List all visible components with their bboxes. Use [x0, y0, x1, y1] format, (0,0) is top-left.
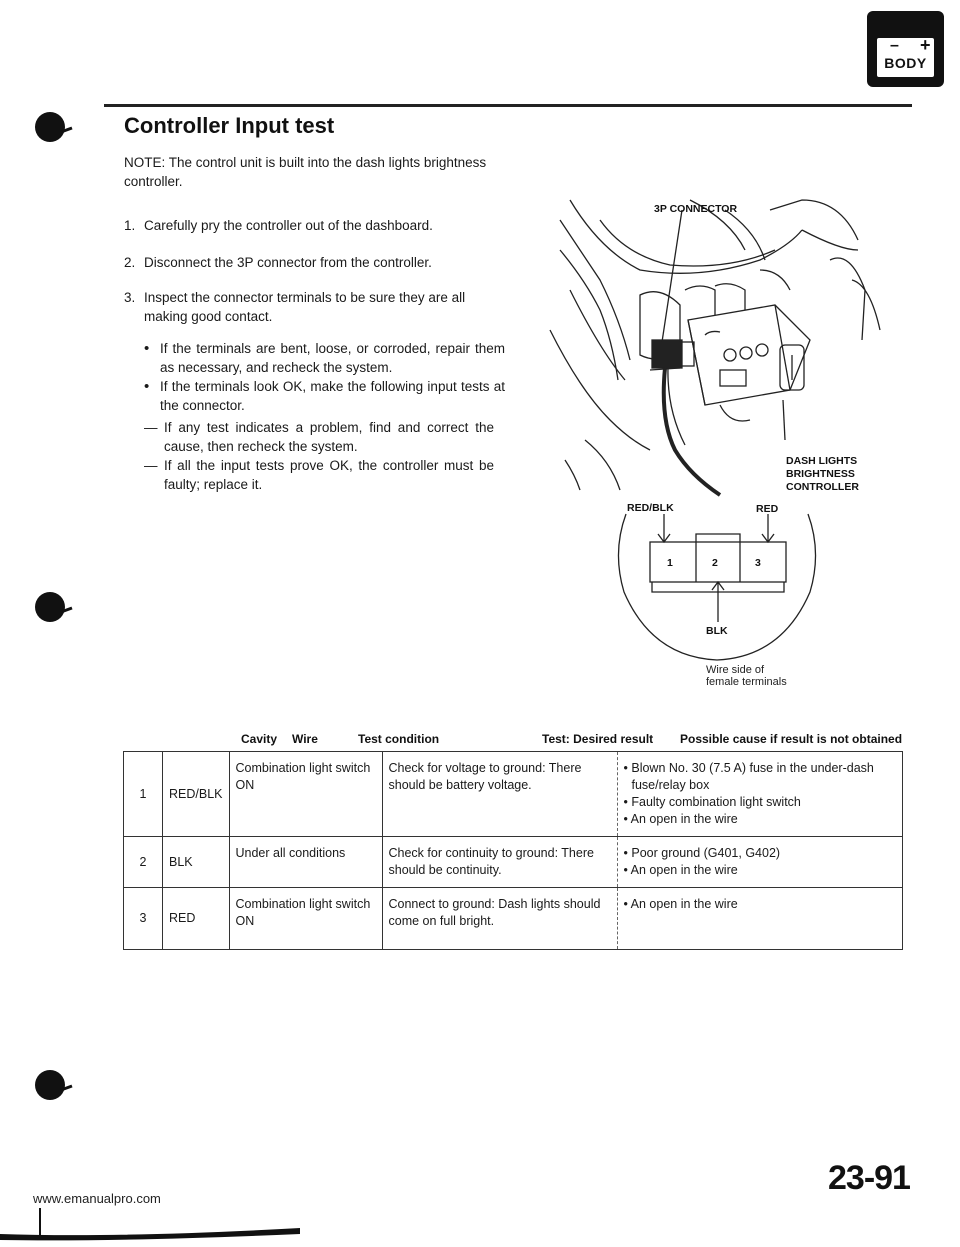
result-cell: Check for voltage to ground: There should be battery voltage. — [382, 752, 617, 837]
condition-cell: Combination light switch ON — [229, 752, 382, 837]
table-row — [124, 888, 903, 950]
diagram-caption: Wire side of female terminals — [706, 664, 787, 688]
cause-cell — [617, 837, 903, 888]
step-1 — [124, 216, 494, 236]
controller-label: DASH LIGHTS BRIGHTNESS CONTROLLER — [786, 455, 859, 493]
binding-hole-icon — [34, 590, 74, 629]
header-desired-result: Test: Desired result — [542, 732, 654, 746]
terminal-2-label: 2 — [712, 557, 718, 569]
footer-swoosh-icon — [0, 1200, 300, 1247]
table-row — [124, 837, 903, 888]
badge-plus: + — [920, 35, 931, 55]
dash-item-text: If any test indicates a problem, find and correct the cause, then recheck the system. — [164, 420, 494, 454]
cavity-cell: 1 — [124, 752, 163, 837]
table-row — [124, 752, 903, 837]
result-cell: Check for continuity to ground: There should be continuity. — [382, 837, 617, 888]
step-number: 1. — [124, 218, 136, 233]
cause-cell — [617, 752, 903, 837]
header-test-condition: Test condition — [358, 732, 440, 746]
bullet-dot: • — [144, 378, 150, 395]
badge-label: BODY — [884, 55, 927, 71]
cause-item: • Poor ground (G401, G402) — [623, 846, 781, 860]
result-cell: Connect to ground: Dash lights should come on full bright. — [382, 888, 617, 950]
input-test-table — [123, 751, 903, 950]
battery-icon — [877, 35, 934, 77]
cause-item: • Faulty combination light switch — [623, 795, 801, 809]
cause-item: • An open in the wire — [623, 897, 738, 911]
bullet-item — [144, 339, 504, 379]
binding-hole-icon — [34, 1068, 74, 1107]
footer-url[interactable]: www.emanualpro.com — [33, 1191, 161, 1206]
condition-cell: Combination light switch ON — [229, 888, 382, 950]
cause-cell — [617, 888, 903, 950]
binding-hole-icon — [34, 110, 74, 149]
header-rule — [104, 104, 912, 107]
connector-label: 3P CONNECTOR — [654, 203, 738, 215]
condition-cell: Under all conditions — [229, 837, 382, 888]
step-3 — [124, 288, 494, 328]
page-number: 23-91 — [828, 1159, 910, 1197]
dash-item: — If all the input tests prove OK, the controller must be faulty; replace it. — [144, 458, 494, 492]
cavity-cell: 2 — [124, 837, 163, 888]
bullet-dot: • — [144, 340, 150, 357]
step-text: Disconnect the 3P connector from the controller. — [144, 255, 432, 270]
header-cavity: Cavity — [241, 732, 278, 746]
note-text: NOTE: The control unit is built into the dash lights brightness controller. — [124, 155, 487, 189]
step-number: 3. — [124, 290, 136, 305]
cause-item: • An open in the wire — [623, 812, 738, 826]
terminal-3-label: 3 — [755, 557, 761, 569]
step-2 — [124, 253, 494, 273]
cavity-cell: 3 — [124, 888, 163, 950]
cause-item: • Blown No. 30 (7.5 A) fuse in the under-dash fuse/relay box — [623, 761, 874, 792]
bullet-text: If the terminals are bent, loose, or corroded, repair them as necessary, and recheck the system. — [160, 341, 505, 375]
body-section-badge — [867, 11, 944, 87]
header-possible-cause: Possible cause if result is not obtained — [680, 732, 903, 746]
bullet-text: If the terminals look OK, make the following input tests at the connector. — [160, 379, 505, 413]
step-text: Carefully pry the controller out of the dashboard. — [144, 218, 433, 233]
wire-blk-label: BLK — [706, 625, 728, 637]
wire-cell: RED — [163, 888, 230, 950]
dash-item-text: If all the input tests prove OK, the controller must be faulty; replace it. — [164, 458, 494, 492]
wire-cell: BLK — [163, 837, 230, 888]
wire-cell: RED/BLK — [163, 752, 230, 837]
cause-item: • An open in the wire — [623, 863, 738, 877]
dashboard-illustration — [540, 190, 920, 500]
dash-item: — If any test indicates a problem, find and correct the cause, then recheck the system. — [144, 420, 494, 454]
header-wire: Wire — [292, 732, 318, 746]
wire-red-label: RED — [756, 503, 779, 515]
section-title: Controller Input test — [124, 113, 335, 138]
terminal-1-label: 1 — [667, 557, 673, 569]
badge-minus: – — [890, 37, 899, 54]
bullet-item — [144, 377, 504, 417]
step-number: 2. — [124, 255, 136, 270]
wire-red-blk-label: RED/BLK — [627, 502, 674, 514]
step-text: Inspect the connector terminals to be sure they are all making good contact. — [144, 290, 466, 324]
